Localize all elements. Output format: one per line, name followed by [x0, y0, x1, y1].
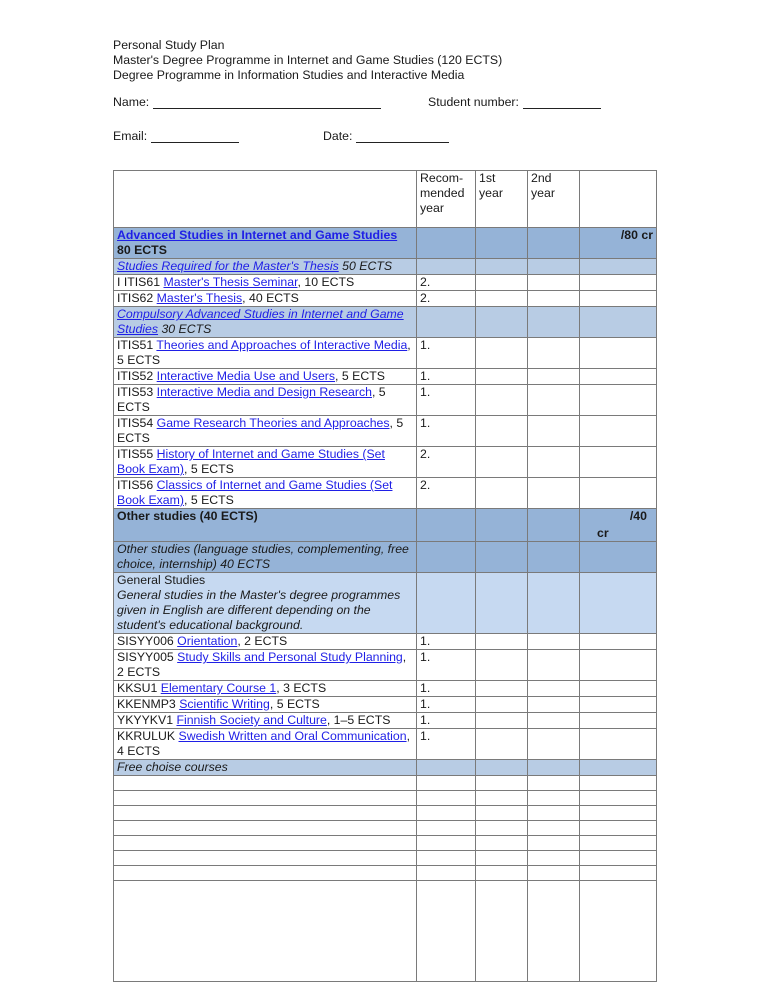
name-field — [113, 95, 381, 109]
advanced-ects: 80 ECTS — [117, 243, 167, 257]
course-link[interactable]: Game Research Theories and Approaches — [156, 416, 390, 430]
blank-row — [114, 851, 657, 866]
student-number-field — [428, 95, 601, 109]
blank-row — [114, 806, 657, 821]
course-link[interactable]: Finnish Society and Culture — [176, 713, 327, 727]
email-field — [113, 129, 239, 143]
advanced-credits-total: /80 cr — [580, 228, 657, 259]
document-header — [113, 38, 502, 83]
table-row: ITIS53 Interactive Media and Design Research, 5 ECTS 1. — [114, 385, 657, 416]
table-row: ITIS51 Theories and Approaches of Interactive Media, 5 ECTS 1. — [114, 338, 657, 369]
section-other-studies: Other studies (40 ECTS) /40 cr — [114, 509, 657, 542]
course-link[interactable]: Scientific Writing — [179, 697, 270, 711]
course-link[interactable]: History of Internet and Game Studies (Set Book Exam) — [117, 447, 385, 476]
course-link[interactable]: Classics of Internet and Game Studies (Set Book Exam) — [117, 478, 393, 507]
table-row: ITIS62 Master's Thesis, 40 ECTS 2. — [114, 291, 657, 307]
blank-row — [114, 821, 657, 836]
course-link[interactable]: Interactive Media Use and Users — [156, 369, 336, 383]
group-thesis-studies: Studies Required for the Master's Thesis 50 ECTS — [114, 259, 657, 275]
table-row: ITIS56 Classics of Internet and Game Studies (Set Book Exam), 5 ECTS 2. — [114, 478, 657, 509]
course-link[interactable]: Study Skills and Personal Study Planning — [177, 650, 403, 664]
group-general-studies — [114, 573, 657, 634]
header-first-year: 1st year — [476, 171, 528, 228]
blank-row — [114, 836, 657, 851]
blank-row — [114, 791, 657, 806]
header-recommended-year: Recom- mended year — [417, 171, 476, 228]
table-row: KKSU1 Elementary Course 1, 3 ECTS 1. — [114, 681, 657, 697]
email-label: Email: — [113, 129, 148, 143]
table-row: ITIS54 Game Research Theories and Approaches, 5 ECTS 1. — [114, 416, 657, 447]
advanced-studies-link[interactable]: Advanced Studies in Internet and Game Studies — [117, 228, 398, 242]
course-link[interactable]: Swedish Written and Oral Communication — [178, 729, 407, 743]
header-second-year: 2nd year — [528, 171, 580, 228]
student-number-label: Student number: — [428, 95, 519, 109]
degree-title: Degree Programme in Information Studies and Interactive Media — [113, 68, 465, 82]
email-input-line[interactable] — [151, 130, 239, 143]
name-label: Name: — [113, 95, 150, 109]
other-credits-total: /40 cr — [580, 509, 657, 542]
other-studies-description-row: Other studies (language studies, complementing, free choice, internship) 40 ECTS — [114, 542, 657, 573]
course-link[interactable]: Master's Thesis Seminar — [163, 275, 298, 289]
header-credits-cell — [580, 171, 657, 228]
study-plan-table — [113, 170, 657, 982]
student-number-input-line[interactable] — [523, 96, 601, 109]
section-advanced-studies — [114, 228, 657, 259]
table-row: ITIS52 Interactive Media Use and Users, 5 ECTS 1. — [114, 369, 657, 385]
header-course-cell — [114, 171, 417, 228]
date-input-line[interactable] — [356, 130, 449, 143]
name-input-line[interactable] — [153, 96, 381, 109]
date-field — [323, 129, 449, 143]
group-free-choice: Free choise courses — [114, 760, 657, 776]
blank-row — [114, 776, 657, 791]
course-link[interactable]: Theories and Approaches of Interactive Media — [156, 338, 408, 352]
doc-title: Personal Study Plan — [113, 38, 225, 52]
general-studies-note: General studies in the Master's degree programmes given in English are different depending on the student's educational background. — [117, 588, 401, 632]
table-row: ITIS55 History of Internet and Game Studies (Set Book Exam), 5 ECTS 2. — [114, 447, 657, 478]
table-row: SISYY006 Orientation, 2 ECTS 1. — [114, 634, 657, 650]
table-row: KKRULUK Swedish Written and Oral Communication, 4 ECTS 1. — [114, 729, 657, 760]
group-compulsory-studies: Compulsory Advanced Studies in Internet and Game Studies 30 ECTS — [114, 307, 657, 338]
table-row: KKENMP3 Scientific Writing, 5 ECTS 1. — [114, 697, 657, 713]
course-link[interactable]: Orientation — [177, 634, 238, 648]
table-header-row — [114, 171, 657, 228]
date-label: Date: — [323, 129, 353, 143]
table-row: I ITIS61 Master's Thesis Seminar, 10 ECTS 2. — [114, 275, 657, 291]
programme-title: Master's Degree Programme in Internet and Game Studies (120 ECTS) — [113, 53, 503, 67]
general-studies-title: General Studies — [117, 573, 206, 587]
table-row: SISYY005 Study Skills and Personal Study Planning, 2 ECTS 1. — [114, 650, 657, 681]
blank-row — [114, 866, 657, 881]
course-link[interactable]: Master's Thesis — [156, 291, 243, 305]
table-row: YKYYKV1 Finnish Society and Culture, 1–5 ECTS 1. — [114, 713, 657, 729]
course-link[interactable]: Elementary Course 1 — [160, 681, 277, 695]
course-link[interactable]: Interactive Media and Design Research — [156, 385, 372, 399]
blank-row-large — [114, 881, 657, 982]
compulsory-group-link[interactable]: Compulsory Advanced Studies in Internet and Game Studies — [117, 307, 404, 336]
thesis-group-link[interactable]: Studies Required for the Master's Thesis — [117, 259, 339, 273]
